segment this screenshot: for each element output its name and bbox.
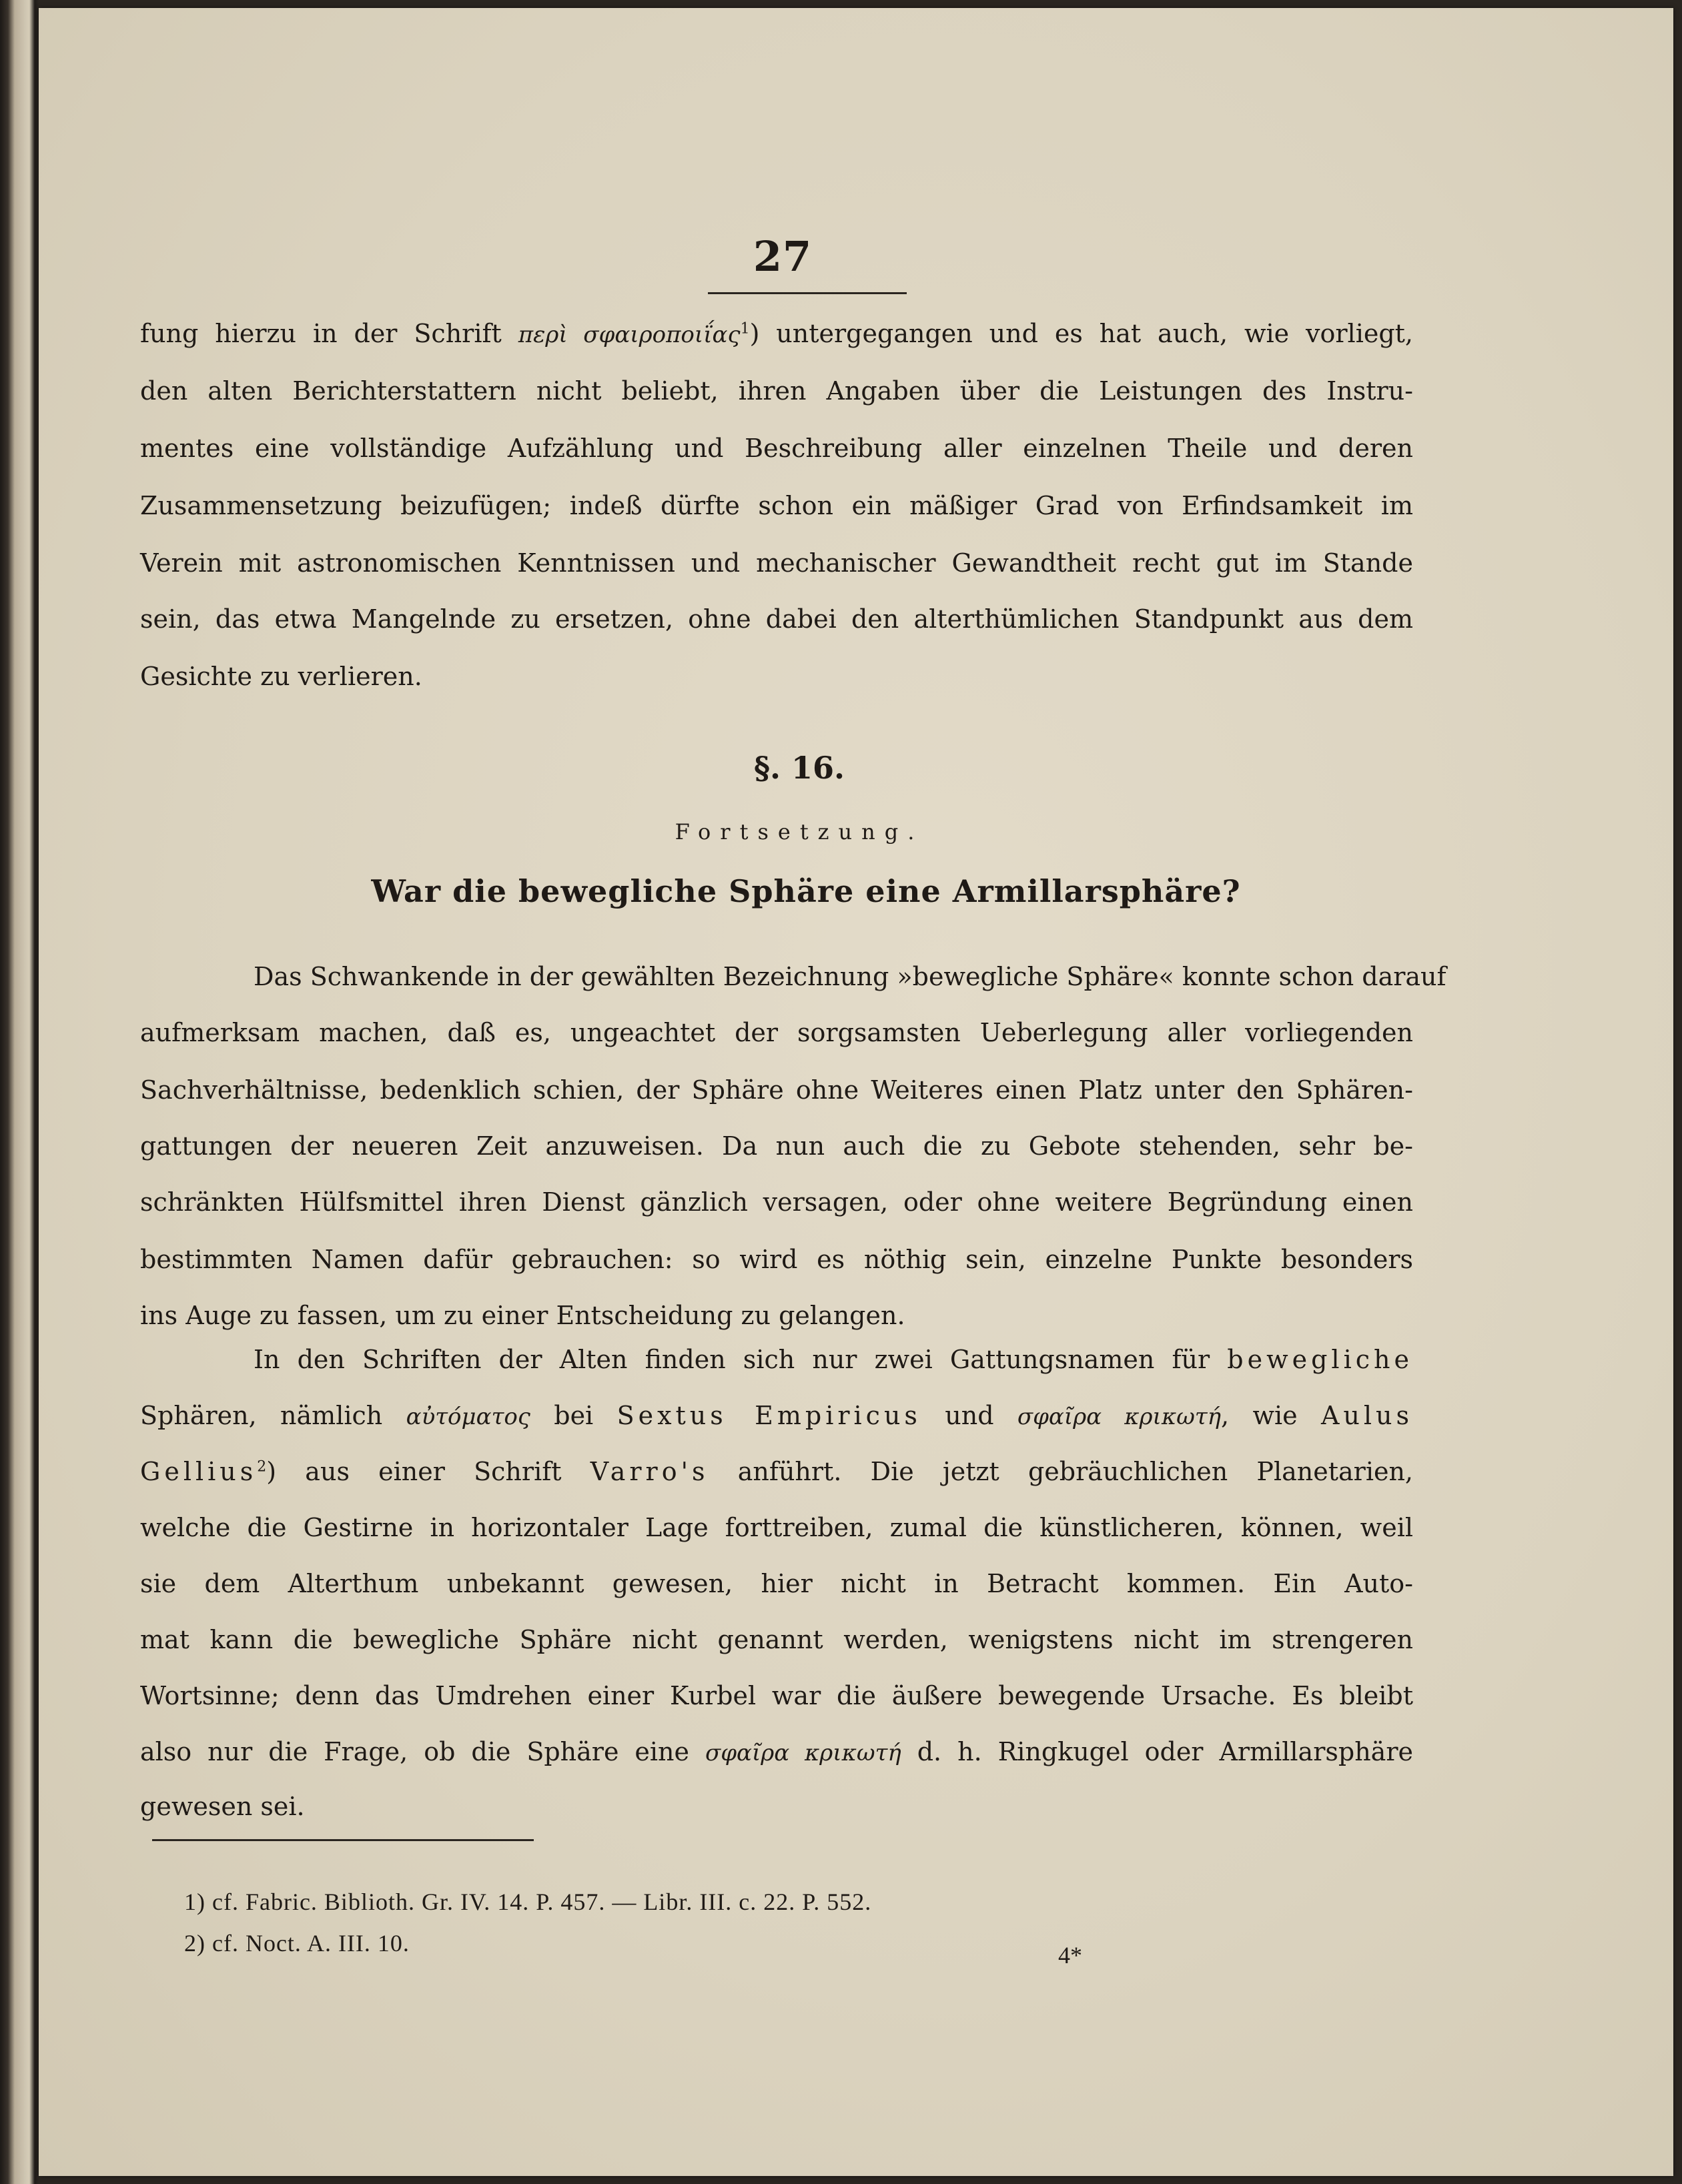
header-rule [708, 292, 907, 294]
text-line: bestimmten Namen dafür gebrauchen: so wird es nöthig sein, einzelne Punkte besonders [140, 1245, 1413, 1274]
footnote-ref: 1 [740, 320, 750, 338]
greek-phrase: αὐτόματος [406, 1404, 530, 1430]
text-line: Sphären, nämlich αὐτόματος bei Sextus Empiricus und σφαῖρα κρικωτή, wie Aulus [140, 1401, 1414, 1430]
text-line: welche die Gestirne in horizontaler Lage forttreiben, zumal die künstlicheren, können, weil [140, 1513, 1413, 1542]
section-number: §. 16. [753, 750, 845, 786]
greek-phrase: σφαῖρα κρικωτή [705, 1740, 901, 1766]
greek-phrase: σφαῖρα κρικωτή [1017, 1404, 1222, 1430]
text-line: Gesichte zu verlieren. [140, 662, 422, 691]
text-line: Zusammensetzung beizufügen; indeß dürfte schon ein mäßiger Grad von Erfindsamkeit im [140, 491, 1413, 520]
text-line: Gellius$^2$) aus einer Schrift Varro's anführt. Die jetzt gebräuchlichen Planetarien, [140, 1457, 1414, 1486]
section-subtitle: Fortsetzung. [675, 819, 924, 845]
text-line: mentes eine vollständige Aufzählung und Beschreibung aller einzelnen Theile und deren [140, 434, 1413, 463]
text-line: Das Schwankende in der gewählten Bezeichnung »bewegliche Sphäre« konnte schon darauf [254, 962, 1446, 991]
footnote-1: 1) cf. Fabric. Biblioth. Gr. IV. 14. P. 457. — Libr. III. c. 22. P. 552. [184, 1888, 872, 1915]
text-line: den alten Berichterstattern nicht beliebt, ihren Angaben über die Leistungen des Instru- [140, 376, 1413, 406]
text-line: In den Schriften der Alten finden sich nur zwei Gattungsnamen für bewegliche [254, 1345, 1413, 1374]
section-heading: War die bewegliche Sphäre eine Armillarsphäre? [371, 873, 1241, 909]
text-line: gattungen der neueren Zeit anzuweisen. Da nun auch die zu Gebote stehenden, sehr be- [140, 1131, 1413, 1161]
text-line: Verein mit astronomischen Kenntnissen und mechanischer Gewandtheit recht gut im Stande [140, 548, 1413, 578]
text-line: sie dem Alterthum unbekannt gewesen, hier nicht in Betracht kommen. Ein Auto- [140, 1569, 1413, 1598]
printer-signature: 4* [1058, 1942, 1082, 1969]
text-line: gewesen sei. [140, 1792, 305, 1821]
text-line: aufmerksam machen, daß es, ungeachtet der sorgsamsten Ueberlegung aller vorliegenden [140, 1018, 1413, 1047]
text-line: Wortsinne; denn das Umdrehen einer Kurbel war die äußere bewegende Ursache. Es bleibt [140, 1681, 1413, 1710]
footnote-rule [152, 1839, 534, 1841]
text-line: fung hierzu in der Schrift περὶ σφαιροποιΐας$^1$) untergegangen und es hat auch, wie vorliegt, [140, 319, 1414, 348]
footnote-2: 2) cf. Noct. A. III. 10. [184, 1930, 410, 1957]
page-number: 27 [753, 232, 813, 281]
text-line: sein, das etwa Mangelnde zu ersetzen, ohne dabei den alterthümlichen Standpunkt aus dem [140, 604, 1413, 634]
text-line: schränkten Hülfsmittel ihren Dienst gänzlich versagen, oder ohne weitere Begründung einen [140, 1187, 1413, 1217]
text-line: ins Auge zu fassen, um zu einer Entscheidung zu gelangen. [140, 1301, 905, 1330]
text-line: mat kann die bewegliche Sphäre nicht genannt werden, wenigstens nicht im strengeren [140, 1625, 1413, 1654]
footnote-ref: 2 [257, 1458, 267, 1476]
greek-phrase: περὶ σφαιροποιΐας [518, 322, 741, 348]
text-line: Sachverhältnisse, bedenklich schien, der Sphäre ohne Weiteres einen Platz unter den Sphären- [140, 1075, 1413, 1105]
text-line: also nur die Frage, ob die Sphäre eine σφαῖρα κρικωτή d. h. Ringkugel oder Armillarsphäre [140, 1737, 1413, 1766]
book-page [39, 8, 1673, 2176]
